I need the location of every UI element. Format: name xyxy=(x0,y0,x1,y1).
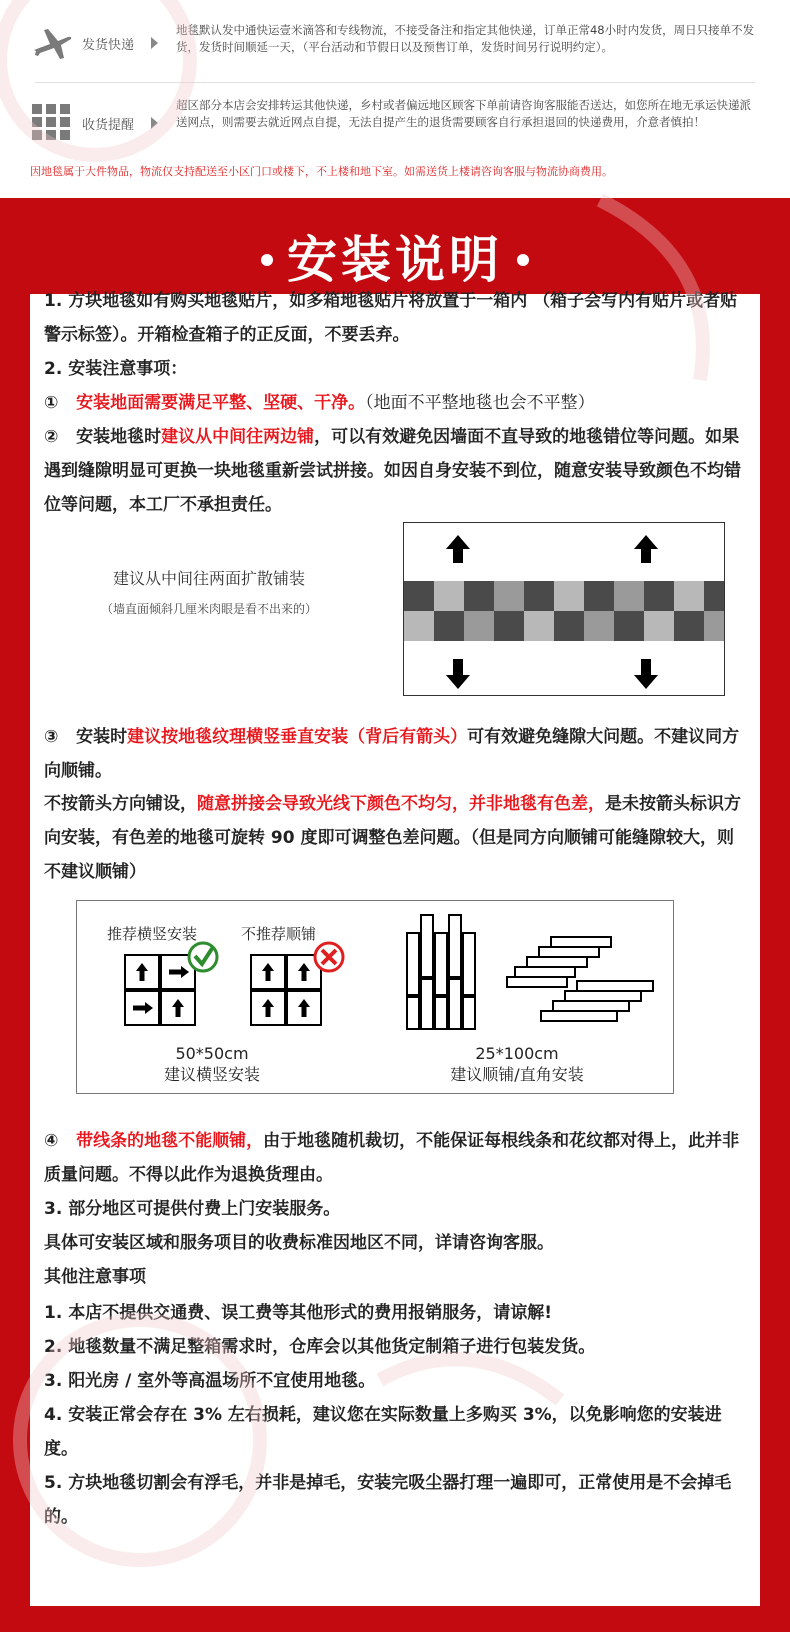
other-title: 其他注意事项 xyxy=(44,1267,146,1287)
receipt-row xyxy=(0,94,790,156)
size-50-label: 50*50cm xyxy=(175,1044,249,1063)
step-2 xyxy=(44,420,744,522)
step-3-text-a: 安装时 xyxy=(76,727,128,747)
arrow-up-icon xyxy=(634,535,658,563)
delivery-text: 地毯默认发中通快运壹米滴答和专线物流，不接受备注和指定其他快递，订单正常48小时内发货，周日只接单不发货，发货时间顺延一天，（平台活动和节假日以及预售订单，发货时间另行说明约定）。 xyxy=(176,23,755,54)
step-3-text-b: 可有效避免缝隙大问题。不建议同方向顺铺。 xyxy=(44,727,740,781)
size-25-advice: 建议顺铺/直角安装 xyxy=(450,1065,584,1084)
title-dot-right xyxy=(517,254,529,266)
step-4-highlight: 带线条的地毯不能顺铺， xyxy=(76,1131,264,1151)
figure-1-caption: 建议从中间往两面扩散铺装 xyxy=(112,569,305,588)
recommended-grid xyxy=(125,955,195,1025)
step-2-highlight: 建议从中间往两边铺 xyxy=(161,427,315,447)
other-4: 4. 安装正常会存在 3% 左右损耗，建议您在实际数量上多购买 3%，以免影响您的安装进度。 xyxy=(44,1405,722,1459)
cross-icon xyxy=(315,943,343,971)
plank-herringbone-layout xyxy=(507,937,653,1021)
size-25-caption xyxy=(417,1043,617,1085)
item-1: 1. 方块地毯如有购买地毯贴片，如多箱地毯贴片将放置于一箱内 （箱子会写内有贴片或者贴警示标签）。开箱检查箱子的正反面，不要丢弃。 xyxy=(44,291,738,345)
step-1-highlight: 安装地面需要满足平整、坚硬、干净。 xyxy=(76,393,366,413)
size-50-caption xyxy=(137,1043,287,1085)
step-2-text-b: ，可以有效避免因墙面不直导致的地毯错位等问题。如果遇到缝隙明显可更换一块地毯重新尝试拼接。如因自身安装不到位，随意安装导致颜色不均错位等问题，本工厂不承担责任。 xyxy=(44,427,741,515)
step-3-highlight: 建议按地毯纹理横竖垂直安装（背后有箭头） xyxy=(127,727,468,747)
direction-text-b: 是未按箭头标识方向安装，有色差的地毯可旋转 90 度即可调整色差问题。（但是同方向顺铺可能缝隙较大，则不建议顺铺） xyxy=(44,794,741,882)
step-4 xyxy=(44,1124,744,1192)
item-3-detail: 具体可安装区域和服务项目的收费标准因地区不同，详请咨询客服。 xyxy=(44,1233,554,1253)
panel-title xyxy=(0,220,790,292)
step-1-rest: （地面不平整地毯也会不平整） xyxy=(365,393,595,413)
arrow-down-icon xyxy=(446,659,470,689)
size-25-label: 25*100cm xyxy=(475,1044,559,1063)
checkmark-icon xyxy=(189,943,217,971)
spread-diagram xyxy=(404,523,724,695)
title-dot-left xyxy=(261,254,273,266)
grid-icon xyxy=(30,100,74,144)
direction-highlight: 随意拼接会导致光线下颜色不均匀，并非地毯有色差， xyxy=(197,794,605,814)
other-3: 3. 阳光房 / 室外等高温场所不宜使用地毯。 xyxy=(44,1371,376,1391)
step-1 xyxy=(44,386,744,420)
arrow-down-icon xyxy=(634,659,658,689)
step-2-text-a: 安装地毯时 xyxy=(76,427,162,447)
item-2: 2. 安装注意事项： xyxy=(44,359,188,379)
other-5: 5. 方块地毯切割会有浮毛，并非是掉毛，安装完吸尘器打理一遍即可，正常使用是不会掉毛的。 xyxy=(44,1473,732,1527)
other-1: 1. 本店不提供交通费、误工费等其他形式的费用报销服务，请谅解! xyxy=(44,1303,552,1323)
step-4-text: 由于地毯随机裁切，不能保证每根线条和花纹都对得上，此并非质量问题。不得以此作为退换货理由。 xyxy=(44,1131,740,1185)
figure-tile-orientation xyxy=(76,900,674,1094)
chevron-right-icon xyxy=(151,37,158,49)
delivery-warning: 因地毯属于大件物品，物流仅支持配送至小区门口或楼下，不上楼和地下室。如需送货上楼请咨询客服与物流协商费用。 xyxy=(30,165,613,178)
shipping-notice xyxy=(0,0,790,198)
step-1-number: ① xyxy=(44,393,59,413)
divider xyxy=(35,82,755,83)
step-4-number: ④ xyxy=(44,1131,59,1151)
tile-strip xyxy=(404,581,724,641)
not-recommend-label: 不推荐顺铺 xyxy=(241,925,317,943)
not-recommended-grid xyxy=(251,955,321,1025)
chevron-right-icon xyxy=(151,117,158,129)
step-2-number: ② xyxy=(44,427,59,447)
item-3: 3. 部分地区可提供付费上门安装服务。 xyxy=(44,1199,341,1219)
delivery-label: 发货快递 xyxy=(82,38,135,53)
airplane-icon xyxy=(30,20,74,64)
delivery-row xyxy=(0,14,790,76)
figure-spread-layout xyxy=(403,522,725,696)
direction-text-a: 不按箭头方向铺设， xyxy=(44,794,197,814)
plank-straight-layout xyxy=(407,915,475,1029)
direction-paragraph xyxy=(44,787,744,889)
size-50-advice: 建议横竖安装 xyxy=(163,1065,260,1084)
arrow-up-icon xyxy=(446,535,470,563)
panel-title-text: 安装说明 xyxy=(287,231,503,289)
receipt-label: 收货提醒 xyxy=(82,118,135,133)
step-3 xyxy=(44,720,744,788)
figure-1-subcaption: （墙直面倾斜几厘米肉眼是看不出来的） xyxy=(100,602,317,616)
recommend-label: 推荐横竖安装 xyxy=(107,925,198,943)
receipt-text: 超区部分本店会安排转运其他快递，乡村或者偏远地区顾客下单前请咨询客服能否送达，如您所在地无承运快递派送网点，则需要去就近网点自提，无法自提产生的退货需要顾客自行承担退回的快递费用，介意者慎拍！ xyxy=(176,98,751,129)
other-2: 2. 地毯数量不满足整箱需求时，仓库会以其他货定制箱子进行包装发货。 xyxy=(44,1337,596,1357)
step-3-number: ③ xyxy=(44,727,59,747)
